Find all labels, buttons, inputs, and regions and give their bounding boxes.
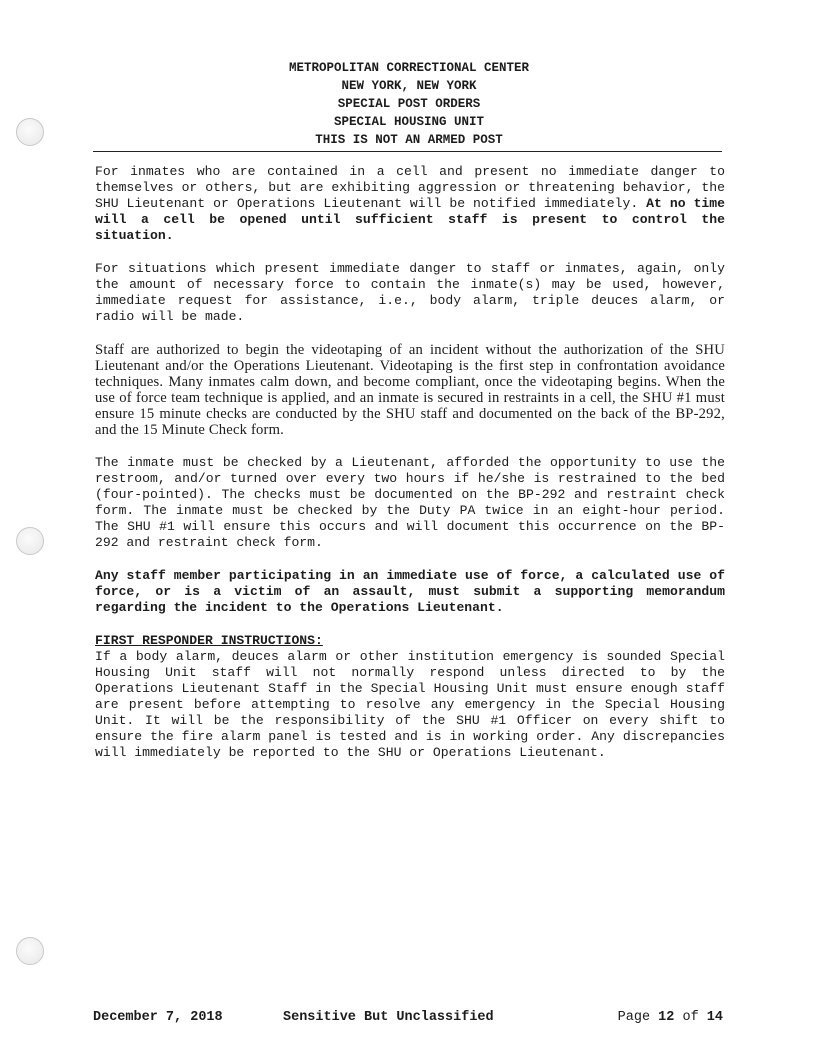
bold-directive: At no time will a cell be opened until sufficient staff is present to control the situation.: [95, 196, 726, 243]
paragraph-cell-aggression: [95, 164, 725, 244]
document-type: SPECIAL POST ORDERS: [337, 97, 481, 111]
unit-name: SPECIAL HOUSING UNIT: [333, 115, 485, 129]
paragraph-immediate-danger: For situations which present immediate danger to staff or inmates, again, only the amount of necessary force to contain the inmate(s) may be used, however, immediate request for assistance, i.e., body alarm, triple deuces alarm, or radio will be made.: [95, 261, 725, 324]
page-of: of: [682, 1010, 699, 1025]
paragraph-memorandum: Any staff member participating in an immediate use of force, a calculated use of force, or is a victim of an assault, must submit a supporting memorandum regarding the incident to the Operations Lieutenant.: [95, 568, 725, 615]
footer-classification: Sensitive But Unclassified: [283, 1010, 494, 1025]
footer-date: December 7, 2018: [93, 1010, 223, 1025]
punch-hole: [16, 118, 44, 146]
document-header: [96, 59, 722, 149]
paragraph-first-responder: If a body alarm, deuces alarm or other institution emergency is sounded Special Housing Unit staff will not normally respond unless directed to by the Operations Lieutenant Staff in the Special Housing Unit must ensure enough staff are present before attempting to resolve any emergency in the Special Housing Unit. It will be the responsibility of the SHU #1 Officer on every shift to ensure the fire alarm panel is tested and is in working order. Any discrepancies will immediately be reported to the SHU or Operations Lieutenant.: [95, 649, 725, 760]
page-number: [618, 1010, 723, 1025]
institution-location: NEW YORK, NEW YORK: [341, 79, 477, 93]
page-label: Page: [617, 1010, 651, 1025]
header-divider: [93, 151, 722, 152]
section-heading: FIRST RESPONDER INSTRUCTIONS:: [95, 633, 323, 648]
institution-name: METROPOLITAN CORRECTIONAL CENTER: [288, 61, 530, 75]
paragraph-restraint-checks: The inmate must be checked by a Lieutenant, afforded the opportunity to use the restroom, and/or turned over every two hours if he/she is restrained to the bed (four-pointed). The checks must be documented on the BP-292 and restraint check form. The inmate must be checked by the Duty PA twice in an eight-hour period. The SHU #1 will ensure this occurs and will document this occurrence on the BP-292 and restraint check form.: [95, 455, 725, 550]
paragraph-text: For inmates who are contained in a cell and present no immediate danger to themselves or others, but are exhibiting aggression or threatening behavior, the SHU Lieutenant or Operations Lieutenant will be notified immediately.: [95, 164, 725, 211]
punch-hole: [16, 527, 44, 555]
page-total: 14: [706, 1010, 723, 1025]
page-current: 12: [658, 1010, 675, 1025]
punch-hole: [16, 937, 44, 965]
paragraph-videotaping: Staff are authorized to begin the videotaping of an incident without the authorization of the SHU Lieutenant and/or the Operations Lieutenant. Videotaping is the first step in confrontation avoidance techniques. Many inmates calm down, and become compliant, once the videotaping begins. When the use of force team technique is applied, and an inmate is secured in restraints in a cell, the SHU #1 must ensure 15 minute checks are conducted by the SHU staff and documented on the back of the BP-292, and the 15 Minute Check form.: [95, 342, 725, 438]
document-body: [95, 164, 725, 778]
post-type-notice: THIS IS NOT AN ARMED POST: [315, 133, 503, 147]
